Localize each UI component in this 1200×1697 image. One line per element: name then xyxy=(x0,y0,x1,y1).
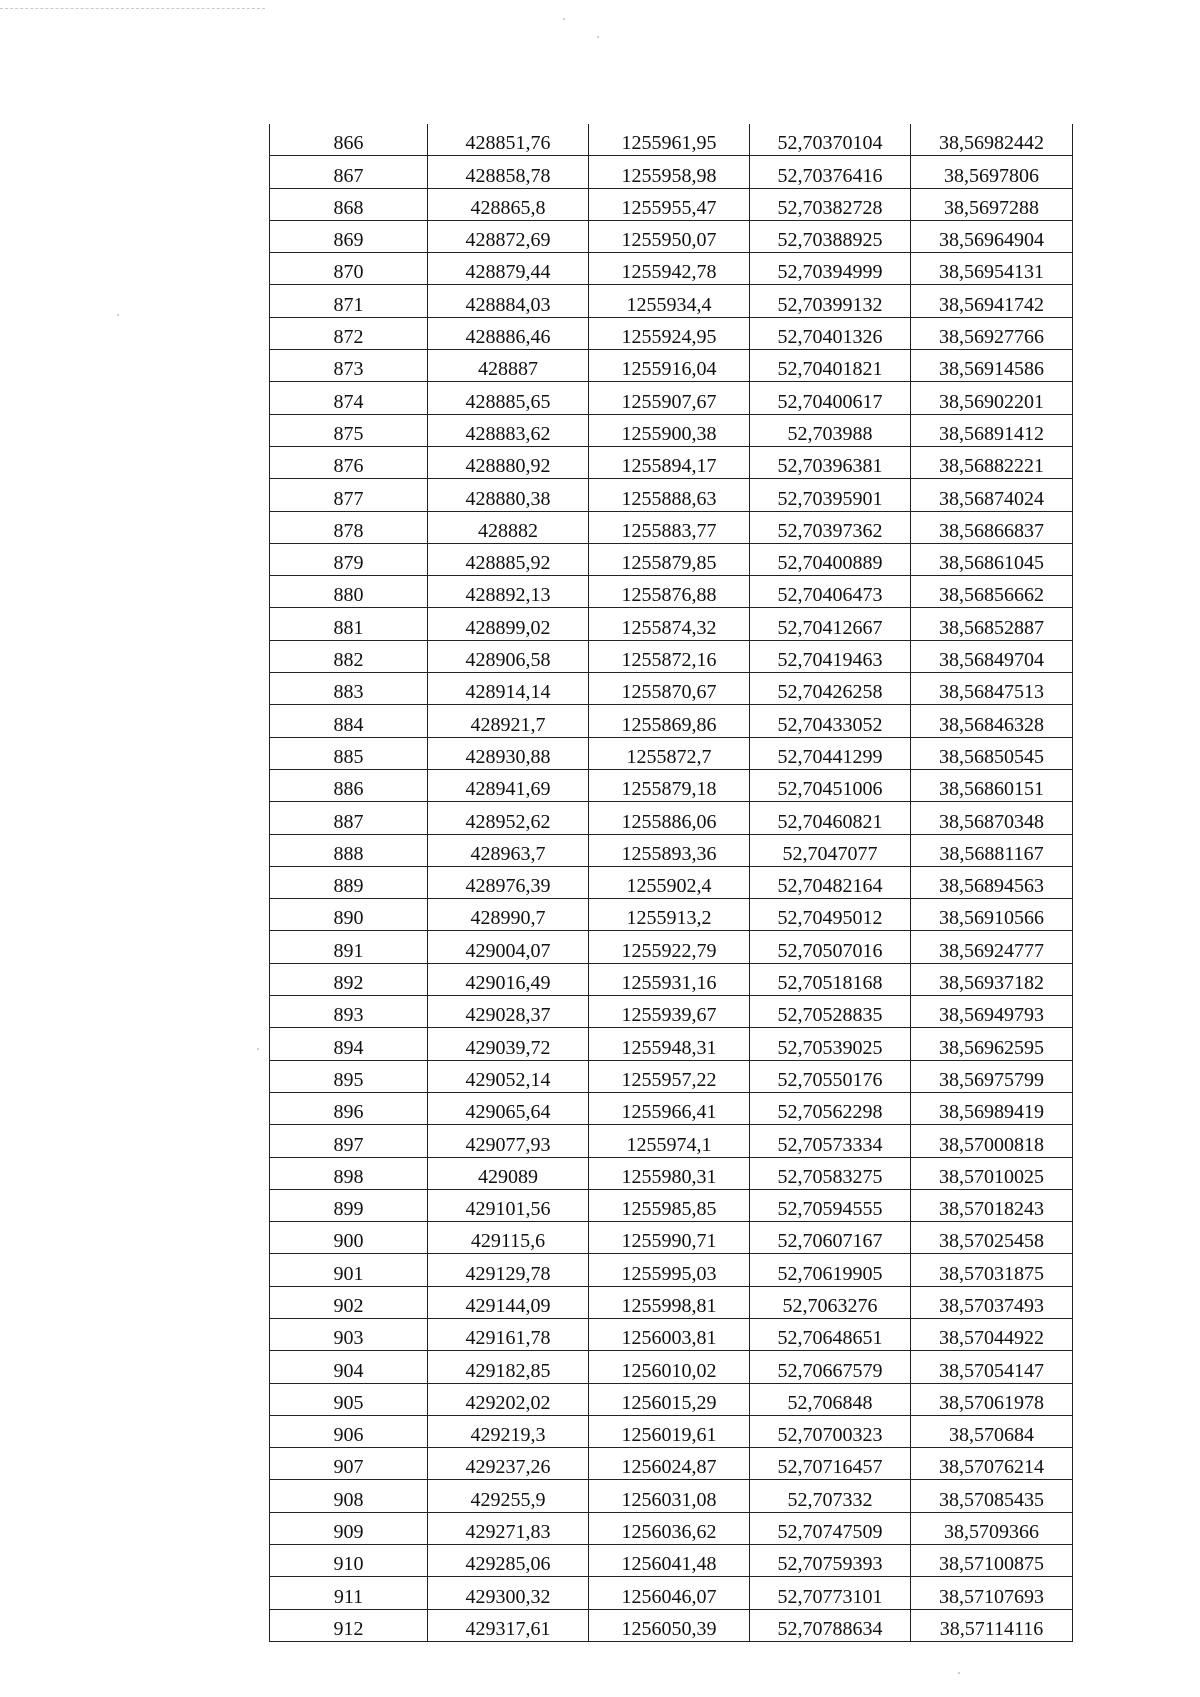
y-coordinate-cell: 1255874,32 xyxy=(589,608,750,640)
longitude-cell: 38,57085435 xyxy=(911,1480,1073,1512)
point-number-cell: 886 xyxy=(270,769,428,801)
y-coordinate-cell: 1255974,1 xyxy=(589,1125,750,1157)
longitude-cell: 38,56891412 xyxy=(911,414,1073,446)
latitude-cell: 52,70607167 xyxy=(750,1222,911,1254)
point-number-cell: 889 xyxy=(270,866,428,898)
latitude-cell: 52,70716457 xyxy=(750,1448,911,1480)
y-coordinate-cell: 1256046,07 xyxy=(589,1577,750,1609)
point-number-cell: 903 xyxy=(270,1318,428,1350)
table-row xyxy=(270,124,1073,156)
point-number-cell: 895 xyxy=(270,1060,428,1092)
y-coordinate-cell: 1255980,31 xyxy=(589,1157,750,1189)
x-coordinate-cell: 428885,92 xyxy=(428,543,589,575)
latitude-cell: 52,70460821 xyxy=(750,802,911,834)
table-row xyxy=(270,1609,1073,1641)
longitude-cell: 38,57018243 xyxy=(911,1189,1073,1221)
point-number-cell: 870 xyxy=(270,253,428,285)
point-number-cell: 907 xyxy=(270,1448,428,1480)
x-coordinate-cell: 429271,83 xyxy=(428,1512,589,1544)
y-coordinate-cell: 1256031,08 xyxy=(589,1480,750,1512)
latitude-cell: 52,70648651 xyxy=(750,1318,911,1350)
table-row xyxy=(270,1254,1073,1286)
y-coordinate-cell: 1255886,06 xyxy=(589,802,750,834)
x-coordinate-cell: 428976,39 xyxy=(428,866,589,898)
x-coordinate-cell: 428963,7 xyxy=(428,834,589,866)
scan-speck xyxy=(117,314,119,316)
x-coordinate-cell: 428941,69 xyxy=(428,769,589,801)
x-coordinate-cell: 429202,02 xyxy=(428,1383,589,1415)
latitude-cell: 52,70397362 xyxy=(750,511,911,543)
table-row xyxy=(270,1480,1073,1512)
point-number-cell: 901 xyxy=(270,1254,428,1286)
scan-speck xyxy=(958,1672,960,1674)
x-coordinate-cell: 429101,56 xyxy=(428,1189,589,1221)
table-row xyxy=(270,188,1073,220)
x-coordinate-cell: 429285,06 xyxy=(428,1545,589,1577)
table-row xyxy=(270,1028,1073,1060)
table-row xyxy=(270,1545,1073,1577)
table-row xyxy=(270,1383,1073,1415)
y-coordinate-cell: 1255902,4 xyxy=(589,866,750,898)
point-number-cell: 884 xyxy=(270,705,428,737)
longitude-cell: 38,570684 xyxy=(911,1415,1073,1447)
point-number-cell: 892 xyxy=(270,963,428,995)
x-coordinate-cell: 429039,72 xyxy=(428,1028,589,1060)
latitude-cell: 52,70788634 xyxy=(750,1609,911,1641)
y-coordinate-cell: 1255934,4 xyxy=(589,285,750,317)
longitude-cell: 38,56962595 xyxy=(911,1028,1073,1060)
longitude-cell: 38,56894563 xyxy=(911,866,1073,898)
y-coordinate-cell: 1255957,22 xyxy=(589,1060,750,1092)
y-coordinate-cell: 1255985,85 xyxy=(589,1189,750,1221)
y-coordinate-cell: 1255869,86 xyxy=(589,705,750,737)
longitude-cell: 38,57010025 xyxy=(911,1157,1073,1189)
x-coordinate-cell: 428882 xyxy=(428,511,589,543)
y-coordinate-cell: 1256015,29 xyxy=(589,1383,750,1415)
y-coordinate-cell: 1255955,47 xyxy=(589,188,750,220)
longitude-cell: 38,56982442 xyxy=(911,124,1073,156)
y-coordinate-cell: 1256041,48 xyxy=(589,1545,750,1577)
table-row xyxy=(270,285,1073,317)
latitude-cell: 52,70573334 xyxy=(750,1125,911,1157)
longitude-cell: 38,57114116 xyxy=(911,1609,1073,1641)
point-number-cell: 896 xyxy=(270,1092,428,1124)
longitude-cell: 38,56949793 xyxy=(911,996,1073,1028)
x-coordinate-cell: 429028,37 xyxy=(428,996,589,1028)
latitude-cell: 52,70562298 xyxy=(750,1092,911,1124)
latitude-cell: 52,7047077 xyxy=(750,834,911,866)
x-coordinate-cell: 428990,7 xyxy=(428,899,589,931)
point-number-cell: 911 xyxy=(270,1577,428,1609)
y-coordinate-cell: 1255870,67 xyxy=(589,673,750,705)
latitude-cell: 52,70495012 xyxy=(750,899,911,931)
latitude-cell: 52,70370104 xyxy=(750,124,911,156)
latitude-cell: 52,70382728 xyxy=(750,188,911,220)
y-coordinate-cell: 1256036,62 xyxy=(589,1512,750,1544)
table-row xyxy=(270,705,1073,737)
point-number-cell: 878 xyxy=(270,511,428,543)
latitude-cell: 52,70426258 xyxy=(750,673,911,705)
y-coordinate-cell: 1255883,77 xyxy=(589,511,750,543)
y-coordinate-cell: 1255950,07 xyxy=(589,220,750,252)
y-coordinate-cell: 1255931,16 xyxy=(589,963,750,995)
table-row xyxy=(270,220,1073,252)
point-number-cell: 876 xyxy=(270,446,428,478)
x-coordinate-cell: 429089 xyxy=(428,1157,589,1189)
x-coordinate-cell: 429004,07 xyxy=(428,931,589,963)
latitude-cell: 52,70451006 xyxy=(750,769,911,801)
latitude-cell: 52,70412667 xyxy=(750,608,911,640)
table-row xyxy=(270,1092,1073,1124)
longitude-cell: 38,57054147 xyxy=(911,1351,1073,1383)
table-row xyxy=(270,1448,1073,1480)
point-number-cell: 909 xyxy=(270,1512,428,1544)
latitude-cell: 52,70518168 xyxy=(750,963,911,995)
latitude-cell: 52,70550176 xyxy=(750,1060,911,1092)
y-coordinate-cell: 1256003,81 xyxy=(589,1318,750,1350)
x-coordinate-cell: 428883,62 xyxy=(428,414,589,446)
longitude-cell: 38,57031875 xyxy=(911,1254,1073,1286)
point-number-cell: 871 xyxy=(270,285,428,317)
longitude-cell: 38,57044922 xyxy=(911,1318,1073,1350)
point-number-cell: 879 xyxy=(270,543,428,575)
longitude-cell: 38,56866837 xyxy=(911,511,1073,543)
table-row xyxy=(270,479,1073,511)
x-coordinate-cell: 429065,64 xyxy=(428,1092,589,1124)
longitude-cell: 38,56914586 xyxy=(911,350,1073,382)
x-coordinate-cell: 428899,02 xyxy=(428,608,589,640)
point-number-cell: 908 xyxy=(270,1480,428,1512)
x-coordinate-cell: 428952,62 xyxy=(428,802,589,834)
table-row xyxy=(270,1189,1073,1221)
y-coordinate-cell: 1255876,88 xyxy=(589,576,750,608)
point-number-cell: 885 xyxy=(270,737,428,769)
latitude-cell: 52,70583275 xyxy=(750,1157,911,1189)
point-number-cell: 898 xyxy=(270,1157,428,1189)
x-coordinate-cell: 428921,7 xyxy=(428,705,589,737)
point-number-cell: 893 xyxy=(270,996,428,1028)
y-coordinate-cell: 1255998,81 xyxy=(589,1286,750,1318)
longitude-cell: 38,56852887 xyxy=(911,608,1073,640)
longitude-cell: 38,57037493 xyxy=(911,1286,1073,1318)
table-row xyxy=(270,317,1073,349)
y-coordinate-cell: 1255948,31 xyxy=(589,1028,750,1060)
table-row xyxy=(270,253,1073,285)
table-row xyxy=(270,1351,1073,1383)
latitude-cell: 52,70539025 xyxy=(750,1028,911,1060)
y-coordinate-cell: 1256024,87 xyxy=(589,1448,750,1480)
table-row xyxy=(270,1415,1073,1447)
latitude-cell: 52,7063276 xyxy=(750,1286,911,1318)
point-number-cell: 874 xyxy=(270,382,428,414)
longitude-cell: 38,56924777 xyxy=(911,931,1073,963)
point-number-cell: 912 xyxy=(270,1609,428,1641)
y-coordinate-cell: 1255907,67 xyxy=(589,382,750,414)
table-row xyxy=(270,608,1073,640)
table-row xyxy=(270,1157,1073,1189)
y-coordinate-cell: 1255879,85 xyxy=(589,543,750,575)
y-coordinate-cell: 1255900,38 xyxy=(589,414,750,446)
point-number-cell: 900 xyxy=(270,1222,428,1254)
latitude-cell: 52,70747509 xyxy=(750,1512,911,1544)
y-coordinate-cell: 1255995,03 xyxy=(589,1254,750,1286)
table-row xyxy=(270,737,1073,769)
longitude-cell: 38,57061978 xyxy=(911,1383,1073,1415)
x-coordinate-cell: 428887 xyxy=(428,350,589,382)
x-coordinate-cell: 429300,32 xyxy=(428,1577,589,1609)
longitude-cell: 38,56861045 xyxy=(911,543,1073,575)
y-coordinate-cell: 1255879,18 xyxy=(589,769,750,801)
point-number-cell: 906 xyxy=(270,1415,428,1447)
x-coordinate-cell: 429077,93 xyxy=(428,1125,589,1157)
x-coordinate-cell: 429161,78 xyxy=(428,1318,589,1350)
table-row xyxy=(270,511,1073,543)
scan-speck xyxy=(563,18,565,20)
table-row xyxy=(270,1222,1073,1254)
latitude-cell: 52,70528835 xyxy=(750,996,911,1028)
point-number-cell: 902 xyxy=(270,1286,428,1318)
y-coordinate-cell: 1255888,63 xyxy=(589,479,750,511)
latitude-cell: 52,707332 xyxy=(750,1480,911,1512)
latitude-cell: 52,70400617 xyxy=(750,382,911,414)
latitude-cell: 52,70619905 xyxy=(750,1254,911,1286)
latitude-cell: 52,70482164 xyxy=(750,866,911,898)
longitude-cell: 38,57100875 xyxy=(911,1545,1073,1577)
longitude-cell: 38,57107693 xyxy=(911,1577,1073,1609)
latitude-cell: 52,70507016 xyxy=(750,931,911,963)
longitude-cell: 38,57000818 xyxy=(911,1125,1073,1157)
x-coordinate-cell: 428892,13 xyxy=(428,576,589,608)
point-number-cell: 869 xyxy=(270,220,428,252)
latitude-cell: 52,70441299 xyxy=(750,737,911,769)
latitude-cell: 52,70773101 xyxy=(750,1577,911,1609)
longitude-cell: 38,56849704 xyxy=(911,640,1073,672)
table-row xyxy=(270,576,1073,608)
table-row xyxy=(270,996,1073,1028)
x-coordinate-cell: 429144,09 xyxy=(428,1286,589,1318)
table-row xyxy=(270,640,1073,672)
latitude-cell: 52,70594555 xyxy=(750,1189,911,1221)
longitude-cell: 38,56954131 xyxy=(911,253,1073,285)
coordinates-table xyxy=(269,124,1073,1642)
table-row xyxy=(270,1512,1073,1544)
x-coordinate-cell: 428906,58 xyxy=(428,640,589,672)
longitude-cell: 38,56975799 xyxy=(911,1060,1073,1092)
y-coordinate-cell: 1255961,95 xyxy=(589,124,750,156)
table-row xyxy=(270,834,1073,866)
x-coordinate-cell: 428884,03 xyxy=(428,285,589,317)
point-number-cell: 867 xyxy=(270,156,428,188)
latitude-cell: 52,70376416 xyxy=(750,156,911,188)
longitude-cell: 38,57025458 xyxy=(911,1222,1073,1254)
y-coordinate-cell: 1255893,36 xyxy=(589,834,750,866)
latitude-cell: 52,70394999 xyxy=(750,253,911,285)
point-number-cell: 888 xyxy=(270,834,428,866)
table-row xyxy=(270,1125,1073,1157)
longitude-cell: 38,5697806 xyxy=(911,156,1073,188)
point-number-cell: 899 xyxy=(270,1189,428,1221)
y-coordinate-cell: 1255872,16 xyxy=(589,640,750,672)
longitude-cell: 38,56856662 xyxy=(911,576,1073,608)
x-coordinate-cell: 428872,69 xyxy=(428,220,589,252)
point-number-cell: 882 xyxy=(270,640,428,672)
x-coordinate-cell: 428858,78 xyxy=(428,156,589,188)
y-coordinate-cell: 1255990,71 xyxy=(589,1222,750,1254)
point-number-cell: 872 xyxy=(270,317,428,349)
y-coordinate-cell: 1255966,41 xyxy=(589,1092,750,1124)
table-row xyxy=(270,382,1073,414)
point-number-cell: 890 xyxy=(270,899,428,931)
table-row xyxy=(270,156,1073,188)
point-number-cell: 880 xyxy=(270,576,428,608)
latitude-cell: 52,70759393 xyxy=(750,1545,911,1577)
point-number-cell: 904 xyxy=(270,1351,428,1383)
x-coordinate-cell: 428865,8 xyxy=(428,188,589,220)
latitude-cell: 52,70396381 xyxy=(750,446,911,478)
longitude-cell: 38,56874024 xyxy=(911,479,1073,511)
table-row xyxy=(270,1286,1073,1318)
longitude-cell: 38,56937182 xyxy=(911,963,1073,995)
table-row xyxy=(270,802,1073,834)
longitude-cell: 38,57076214 xyxy=(911,1448,1073,1480)
y-coordinate-cell: 1255916,04 xyxy=(589,350,750,382)
x-coordinate-cell: 428880,92 xyxy=(428,446,589,478)
point-number-cell: 910 xyxy=(270,1545,428,1577)
x-coordinate-cell: 429016,49 xyxy=(428,963,589,995)
latitude-cell: 52,70388925 xyxy=(750,220,911,252)
table-row xyxy=(270,446,1073,478)
y-coordinate-cell: 1255939,67 xyxy=(589,996,750,1028)
scan-artifact-line xyxy=(0,8,265,9)
x-coordinate-cell: 428930,88 xyxy=(428,737,589,769)
latitude-cell: 52,70401821 xyxy=(750,350,911,382)
y-coordinate-cell: 1255924,95 xyxy=(589,317,750,349)
table-row xyxy=(270,931,1073,963)
x-coordinate-cell: 429237,26 xyxy=(428,1448,589,1480)
latitude-cell: 52,703988 xyxy=(750,414,911,446)
table-row xyxy=(270,899,1073,931)
longitude-cell: 38,56910566 xyxy=(911,899,1073,931)
latitude-cell: 52,70419463 xyxy=(750,640,911,672)
scan-speck xyxy=(257,1048,259,1050)
table-row xyxy=(270,866,1073,898)
longitude-cell: 38,56964904 xyxy=(911,220,1073,252)
point-number-cell: 897 xyxy=(270,1125,428,1157)
point-number-cell: 881 xyxy=(270,608,428,640)
coordinates-table-body xyxy=(270,124,1073,1641)
table-row xyxy=(270,673,1073,705)
x-coordinate-cell: 428886,46 xyxy=(428,317,589,349)
y-coordinate-cell: 1255913,2 xyxy=(589,899,750,931)
table-row xyxy=(270,543,1073,575)
latitude-cell: 52,70667579 xyxy=(750,1351,911,1383)
latitude-cell: 52,70395901 xyxy=(750,479,911,511)
point-number-cell: 873 xyxy=(270,350,428,382)
x-coordinate-cell: 428851,76 xyxy=(428,124,589,156)
longitude-cell: 38,56860151 xyxy=(911,769,1073,801)
point-number-cell: 877 xyxy=(270,479,428,511)
latitude-cell: 52,70400889 xyxy=(750,543,911,575)
longitude-cell: 38,5709366 xyxy=(911,1512,1073,1544)
y-coordinate-cell: 1255922,79 xyxy=(589,931,750,963)
y-coordinate-cell: 1256019,61 xyxy=(589,1415,750,1447)
x-coordinate-cell: 429255,9 xyxy=(428,1480,589,1512)
point-number-cell: 894 xyxy=(270,1028,428,1060)
latitude-cell: 52,706848 xyxy=(750,1383,911,1415)
table-row xyxy=(270,1318,1073,1350)
table-row xyxy=(270,1577,1073,1609)
x-coordinate-cell: 429317,61 xyxy=(428,1609,589,1641)
longitude-cell: 38,56881167 xyxy=(911,834,1073,866)
x-coordinate-cell: 428880,38 xyxy=(428,479,589,511)
latitude-cell: 52,70401326 xyxy=(750,317,911,349)
y-coordinate-cell: 1256050,39 xyxy=(589,1609,750,1641)
y-coordinate-cell: 1255872,7 xyxy=(589,737,750,769)
y-coordinate-cell: 1255942,78 xyxy=(589,253,750,285)
x-coordinate-cell: 428914,14 xyxy=(428,673,589,705)
y-coordinate-cell: 1255958,98 xyxy=(589,156,750,188)
scan-speck xyxy=(597,36,599,38)
x-coordinate-cell: 428879,44 xyxy=(428,253,589,285)
x-coordinate-cell: 429219,3 xyxy=(428,1415,589,1447)
y-coordinate-cell: 1256010,02 xyxy=(589,1351,750,1383)
longitude-cell: 38,5697288 xyxy=(911,188,1073,220)
y-coordinate-cell: 1255894,17 xyxy=(589,446,750,478)
longitude-cell: 38,56850545 xyxy=(911,737,1073,769)
longitude-cell: 38,56847513 xyxy=(911,673,1073,705)
point-number-cell: 891 xyxy=(270,931,428,963)
point-number-cell: 866 xyxy=(270,124,428,156)
point-number-cell: 875 xyxy=(270,414,428,446)
point-number-cell: 905 xyxy=(270,1383,428,1415)
latitude-cell: 52,70399132 xyxy=(750,285,911,317)
longitude-cell: 38,56846328 xyxy=(911,705,1073,737)
point-number-cell: 883 xyxy=(270,673,428,705)
latitude-cell: 52,70433052 xyxy=(750,705,911,737)
table-row xyxy=(270,350,1073,382)
longitude-cell: 38,56941742 xyxy=(911,285,1073,317)
longitude-cell: 38,56870348 xyxy=(911,802,1073,834)
point-number-cell: 868 xyxy=(270,188,428,220)
latitude-cell: 52,70700323 xyxy=(750,1415,911,1447)
table-row xyxy=(270,963,1073,995)
table-row xyxy=(270,414,1073,446)
table-row xyxy=(270,769,1073,801)
longitude-cell: 38,56989419 xyxy=(911,1092,1073,1124)
x-coordinate-cell: 428885,65 xyxy=(428,382,589,414)
x-coordinate-cell: 429052,14 xyxy=(428,1060,589,1092)
point-number-cell: 887 xyxy=(270,802,428,834)
x-coordinate-cell: 429115,6 xyxy=(428,1222,589,1254)
longitude-cell: 38,56882221 xyxy=(911,446,1073,478)
latitude-cell: 52,70406473 xyxy=(750,576,911,608)
table-row xyxy=(270,1060,1073,1092)
longitude-cell: 38,56927766 xyxy=(911,317,1073,349)
x-coordinate-cell: 429182,85 xyxy=(428,1351,589,1383)
x-coordinate-cell: 429129,78 xyxy=(428,1254,589,1286)
longitude-cell: 38,56902201 xyxy=(911,382,1073,414)
